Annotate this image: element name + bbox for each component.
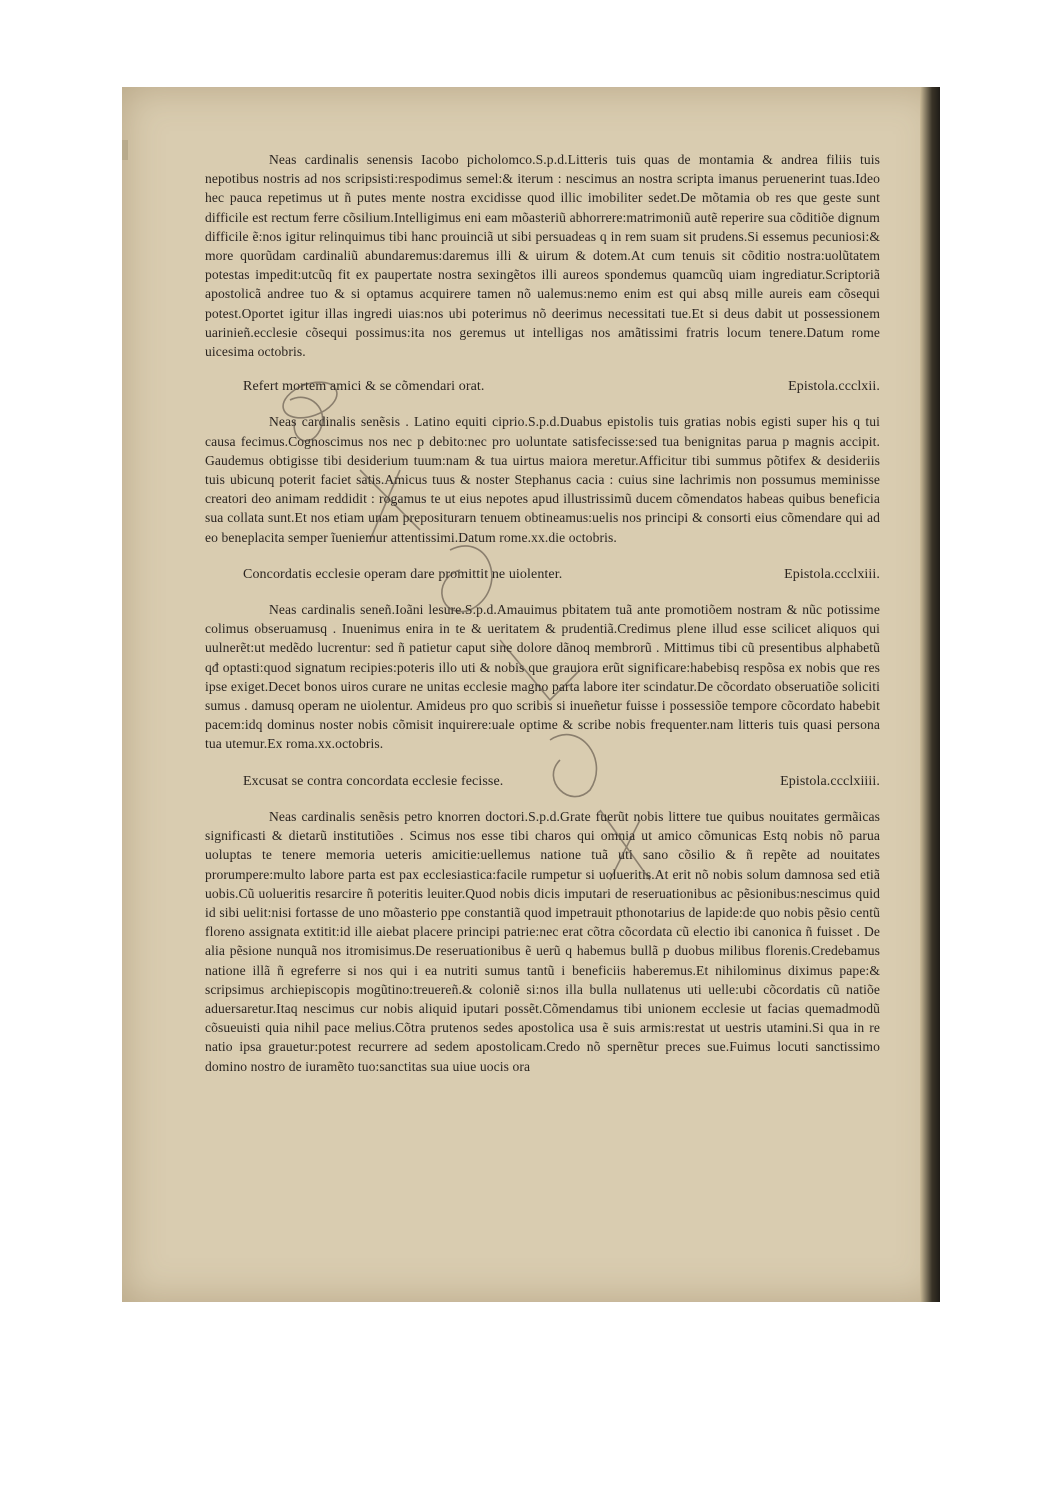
epistola-number: Epistola.ccclxii. <box>788 379 880 395</box>
letter-body: Neas cardinalis senẽsis . Latino equiti ciprio.S.p.d.Duabus epistolis tuis gratias nobis egisti super his q tui causa fecimus.Cognoscimus nos nec p debito:nec pro uoluntate satisfecisse:sed tua benignitas parua p magnis accipit. Gaudemus obtigisse tibi desiderium tuum:nam & tua uirtus maiora meretur.Afficitur tibi summus põtifex & desideriis tuis ubicunq poterit faciet satis.Amicus tuus & noster Stephanus cacia : cuius sine lachrimis non possumus meminisse creatori deo animam reddidit : rogamus te ut eius nepotes apud illustrissimũ ducem cõmendatos habeas quibus beneficia sua collata sunt.Et nos etiam unam prepositurarn tenuem obtineamus:uelis nos principi & consorti eius cõmendare qui ad eo beneplacita semper ĩueniemur attentissimi.Datum rome.xx.die octobris. <box>205 414 880 545</box>
text-column <box>205 150 880 1076</box>
page-edge-shadow <box>920 87 940 1302</box>
letter-body: Neas cardinalis seneñ.Ioãni lesure.S.p.d.Amauimus pbitatem tuã ante promotiõem nostram & nũc potissime colimus obseruamusq . Inuenimus enira in te & ueritatem & prudentiã.Credimus plene illud esse scilicet aliquos qui uulnerẽt:ut medẽdo lucrentur: sed ñ patietur caput sine dolore dãnoq membrorũ . Mittimus tibi cũ presentibus alphabetũ qđ optasti:quod signatum recipies:poteris illo uti & nobis que grauiora erũt significare:habebisq respõsa ex nobis que res ipse exiget.Decet bonos uiros curare ne unitas ecclesie magno parta labore iter scindatur.De cõcordato obseruatiõe soliciti sumus . damusq operam ne uiolentur. Amideus pro quo scribis si inueñetur fuisse i possessiõe tempore cõcordato habebit pacem:idq dominus noster nobis cõmisit inquirere:uale optime & scribe nobis frequenter.nam litteris tuis quasi persona tua utemur.Ex roma.xx.octobris. <box>205 602 880 752</box>
epistola-number: Epistola.ccclxiii. <box>784 566 880 582</box>
epistola-number: Epistola.ccclxiiii. <box>780 773 880 789</box>
letter-heading: Excusat se contra concordata ecclesie fecisse. <box>243 773 504 789</box>
letter-body: Neas cardinalis senẽsis petro knorren doctori.S.p.d.Grate fuerũt nobis littere tue quibus nouitates germãicas significasti & dietarũ institutiões . Scimus nos esse tibi charos qui omnia ut amico cõmunicas Estq nobis nõ parua uoluptas te tenere memoria ueteris amicitie:uellemus natione tuã uti sano cõsilio & ñ repẽte ad nouitates prorumpere:multo labore parta est pax ecclesiastica:facile rumpetur si uolueritis.At erit nõ nobis solum damnosa sed etiã uobis.Cũ uolueritis resarcire ñ poteritis leuiter.Quod nobis dicis imputari de reseruationibus ac pẽsionibus:nescimus quid id sibi uelit:nisi fortasse de uno mõasterio ppe constantiã quod impetrauit pthonotarius de lapide:de quo nobis pẽsio centũ floreno assignata extitit:id ille aiebat placere principi patrie:nec erat cõtra cõcordata cũ electio ibi canonica ñ fuisset . De alia pẽsione nunquã nos itromisimus.De reseruationibus ẽ uerũ q habemus bullã p duobus milibus florenis.Credebamus natione illã ñ egreferre si nos qui i ea nutriti sumus tantũ i beneficiis haberemus.Et nihilominus diximus pape:& scripsimus archiepiscopis mogũtino:treuereñ.& coloniẽ si:nos illa bulla nullatenus uti uelle:ubi cõcordatis cũ natiõe aduersaretur.Itaq nescimus cur nobis aliquid iputari possẽt.Cõmendamus tibi unionem ecclesie ut facias quemadmodũ cõsueuisti quia nihil pace melius.Cõtra prutenos sedes apostolica usa ẽ suis armis:restat ut uestris utamini.Si qua in re natio ipsa grauetur:potest recurrere ad sedem apostolicam.Credo nõ spernẽtur preces sue.Fuimus locuti sanctissimo domino nostro de iuramẽto tuo:sanctitas sua uiue uocis ora <box>205 808 880 1074</box>
letter-heading: Concordatis ecclesie operam dare promittit ne uiolenter. <box>243 566 563 582</box>
letter-body: Neas cardinalis senensis Iacobo picholomco.S.p.d.Litteris tuis quas de montamia & andrea filiis tuis nepotibus nostris ad nos scripsisti:respodimus semel:& iterum : nescimus an nostra scripta imanus peruenerint tuas.Ideo hec pauca repetimus ut ñ putes mente nostra excidisse quod illic imobiliter sedet.De mõtamia ob res que geste sunt difficile est rectum ferre cõsilium.Intelligimus eni eam mõasteriũ abhorrere:matrimoniũ autẽ reperire sua cõditiõe dignum difficile ẽ:nos igitur relinquimus tibi hanc prouinciã ut sibi persuadeas q in rem suam sit prudens.Si essemus pecuniosi:& more quorũdam cardinaliũ abundaremus:daremus illi & uirum & dotem.At cum tenuis sit cõditio nostra:uolũtatem potestas impedit:utcũq fit ex paupertate nostra sexingẽtos illi aureos spondemus quamcũq uiam ingrediatur.Scriptoriã apostolicã andree tuo & si optamus acquirere tamen nõ ualemus:nemo enim est qui absq mille aureis eam cõsequi potest.Oportet igitur illas ingredi uias:nos ubi poterimus nõ deerimus necessitati tue.Et si deus dabit ut possessionem uarinieñ.ecclesie cõsequi possimus:ita nos geremus ut intelligas nos amãtissimi fratris locum tenere.Datum rome uicesima octobris. <box>205 152 880 360</box>
letter-heading-row <box>243 772 880 791</box>
letter-heading-row <box>243 377 880 396</box>
letter-heading-row <box>243 565 880 584</box>
letter-heading: Refert mortem amici & se cõmendari orat. <box>243 379 485 395</box>
margin-mark <box>122 140 128 160</box>
